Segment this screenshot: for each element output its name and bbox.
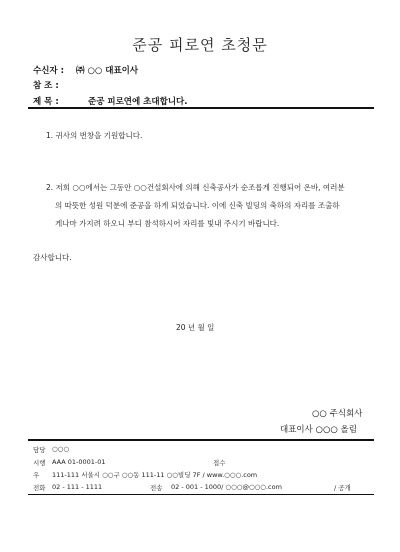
paragraph-1: 1. 귀사의 번창을 기원합니다. [46,131,143,140]
footer-divider [28,439,374,441]
date-line: 20 년 월 일 [176,323,215,332]
subject-value: 준공 피로연에 초대합니다. [88,97,188,107]
footer-address: 111-111 서울시 ○○구 ○○동 111-11 ○○빌딩 7F / www.○○○.com [52,471,258,479]
sender-signature: 대표이사 ○○○ 올림 [280,425,357,435]
footer-issue-label: 시행 [33,459,46,467]
footer-disclosure: / 공개 [334,484,351,492]
closing-text: 감사합니다. [33,253,72,262]
recipient-value: ㈜ ○○ 대표이사 [76,66,139,76]
paragraph-2-line-2: 의 따뜻한 성원 덕분에 준공을 하게 되었습니다. 이에 신축 빌딩의 축하의 자리를 조출하 [55,201,340,210]
header-divider [28,107,374,109]
footer-phone-label: 전화 [33,484,46,492]
footer-fax-email: 02 - 001 - 1000/ ○○○@○○○.com [171,483,282,491]
company-name: ○○ 주식회사 [312,409,363,419]
subject-label: 제 목 : [33,97,59,107]
page-title: 준공 피로연 초청문 [132,36,268,54]
footer-postal-label: 우 [33,471,40,479]
paragraph-2-line-3: 게나마 가지려 하오니 부디 참석하시어 자리를 빛내 주시기 바랍니다. [55,219,280,228]
recipient-label: 수신자 : [33,66,64,76]
footer-manager-label: 담당 [33,446,46,454]
footer-phone-value: 02 - 111 - 1111 [52,483,103,491]
footer-bottom-rule [28,494,374,495]
footer-manager-value: ○○○ [52,445,70,453]
reference-label: 참 조 : [33,81,59,91]
footer-fax-label: 전송 [150,484,163,492]
paragraph-2-line-1: 2. 저희 ○○에서는 그동안 ○○건설회사에 의해 신축공사가 순조롭게 진행되어 온바, 여러분 [46,183,345,192]
footer-receipt-label: 접수 [213,459,226,467]
footer-issue-value: AAA 01-0001-01 [52,458,106,466]
